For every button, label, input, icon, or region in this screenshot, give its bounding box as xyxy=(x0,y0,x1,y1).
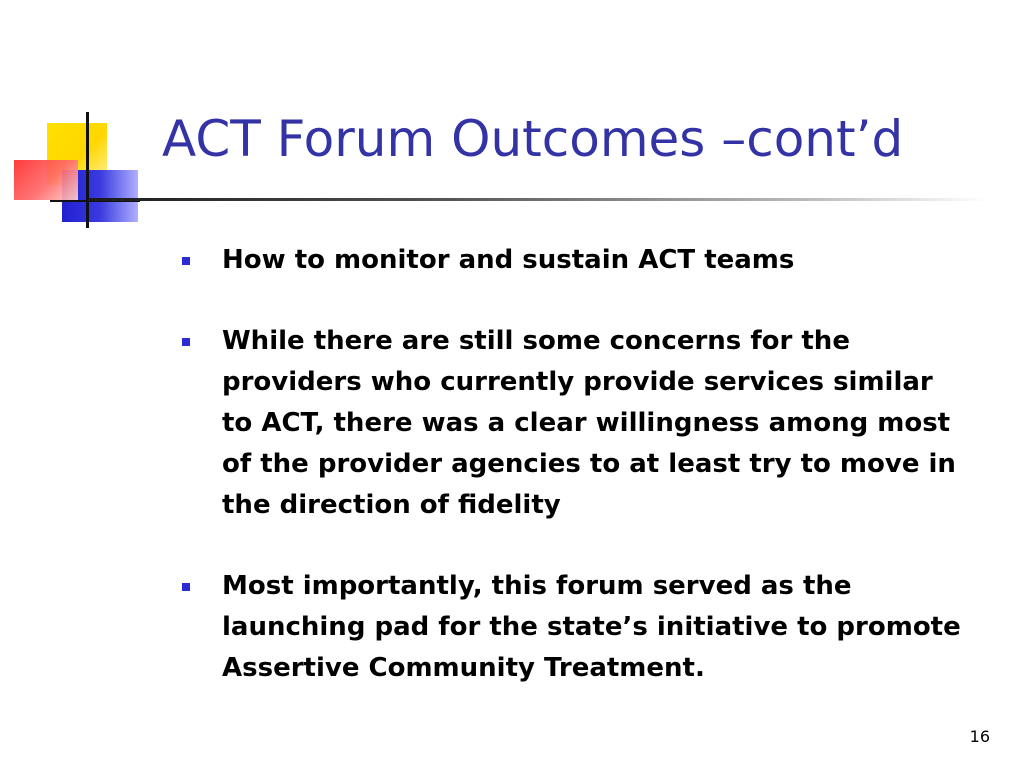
red-square-shape xyxy=(14,160,78,200)
vertical-line-shape xyxy=(86,112,89,228)
decorative-squares-logo xyxy=(0,0,150,240)
bullet-item-1 xyxy=(182,240,962,281)
bullet-text: Most importantly, this forum served as the launching pad for the state’s initiative to promote Assertive Community Treatment. xyxy=(222,571,961,683)
page-number: 16 xyxy=(969,727,990,746)
bullet-text: While there are still some concerns for the providers who currently provide services similar to ACT, there was a clear willingness among most of the provider agencies to at least try to move in the direction of fidelity xyxy=(222,326,956,520)
slide-title: ACT Forum Outcomes –cont’d xyxy=(162,110,904,168)
square-bullet-icon xyxy=(182,583,190,591)
square-bullet-icon xyxy=(182,257,190,265)
bullet-item-2 xyxy=(182,321,962,526)
bullet-list xyxy=(182,240,962,689)
bullet-item-3 xyxy=(182,566,962,689)
title-underline-rule xyxy=(88,198,988,201)
square-bullet-icon xyxy=(182,338,190,346)
bullet-text: How to monitor and sustain ACT teams xyxy=(222,245,795,275)
